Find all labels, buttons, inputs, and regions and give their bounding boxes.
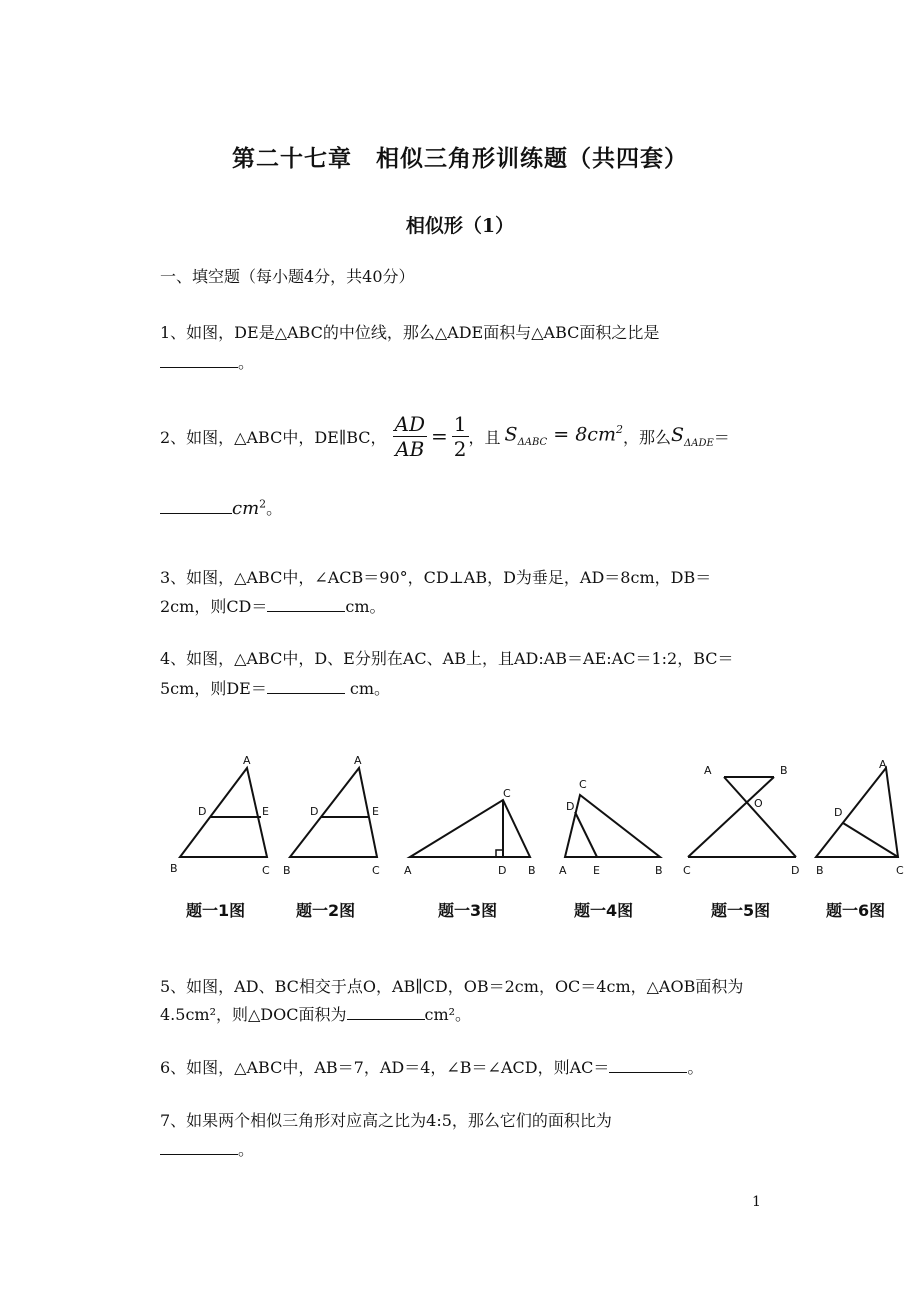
fig4-point-c: C — [579, 778, 587, 791]
figure-6-label: 题一6图 — [826, 901, 886, 920]
fig6-point-a: A — [879, 758, 887, 771]
ratio-fraction: $\frac{AD}{AB}$ — [394, 411, 426, 461]
question-3-line2: 2cm，则CD＝ cm。 — [160, 597, 386, 616]
fig5-point-a: A — [704, 764, 712, 777]
question-3-line1: 3、如图，△ABC中，∠ACB＝90°，CD⊥AB，D为垂足，AD＝8cm，DB＝ — [160, 568, 712, 587]
fig6-triangle — [816, 768, 898, 857]
area-ade-formula: $S_{\Delta ADE}$ — [670, 423, 714, 449]
fig3-point-a: A — [404, 864, 412, 877]
fig5-point-d: D — [791, 864, 800, 877]
fig2-point-a: A — [354, 754, 362, 767]
fig4-point-a: A — [559, 864, 567, 877]
answer-blank[interactable] — [347, 1005, 425, 1020]
fig2-point-b: B — [283, 864, 291, 877]
fig6-point-c: C — [896, 864, 904, 877]
figure-5-label: 题一5图 — [711, 901, 771, 920]
fig4-point-e: E — [593, 864, 600, 877]
area-abc-formula: $S_{\Delta ABC} = 8cm^2$ — [504, 423, 623, 449]
fig5-point-b: B — [780, 764, 788, 777]
fig4-point-b: B — [655, 864, 663, 877]
figure-2-label: 题一2图 — [296, 901, 356, 920]
question-6: 6、如图，△ABC中，AB＝7，AD＝4，∠B＝∠ACD，则AC＝ 。 — [160, 1058, 704, 1077]
fig5-point-o: O — [754, 797, 763, 810]
fig3-point-c: C — [503, 787, 511, 800]
question-7-line2: 。 — [160, 1137, 254, 1160]
answer-blank[interactable] — [609, 1058, 687, 1073]
answer-blank[interactable] — [160, 499, 232, 514]
page-title: 第二十七章 相似三角形训练题（共四套） — [232, 145, 688, 172]
question-5-line2: 4.5cm²，则△DOC面积为 cm²。 — [160, 1005, 472, 1024]
fig5-point-c: C — [683, 864, 691, 877]
fig1-point-c: C — [262, 864, 270, 877]
answer-blank[interactable] — [267, 597, 345, 612]
question-7-line1: 7、如果两个相似三角形对应高之比为4:5，那么它们的面积比为 — [160, 1111, 612, 1130]
half-fraction: $\frac{1}{2}$ — [453, 411, 467, 461]
fig1-point-d: D — [198, 805, 207, 818]
fig3-right-angle-mark — [496, 850, 503, 857]
question-4-line1: 4、如图，△ABC中，D、E分别在AC、AB上，且AD:AB＝AE:AC＝1:2，BC＝ — [160, 649, 734, 668]
figures-strip — [0, 740, 920, 890]
question-2-line2: $cm^2$。 — [160, 496, 282, 519]
fig1-triangle — [180, 768, 267, 857]
answer-blank[interactable] — [160, 1140, 238, 1155]
figure-1-label: 题一1图 — [186, 901, 246, 920]
answer-blank[interactable] — [267, 679, 345, 694]
fig6-point-b: B — [816, 864, 824, 877]
figure-3-label: 题一3图 — [438, 901, 498, 920]
question-1-line1: 1、如图，DE是△ABC的中位线，那么△ADE面积与△ABC面积之比是 — [160, 323, 660, 342]
fig3-triangle — [410, 800, 530, 857]
fig4-triangle — [565, 795, 660, 857]
answer-blank[interactable] — [160, 353, 238, 368]
fig3-point-d: D — [498, 864, 507, 877]
section-subtitle: 相似形（1） — [405, 215, 515, 237]
fig2-point-c: C — [372, 864, 380, 877]
section-heading: 一、填空题（每小题4分，共40分） — [160, 267, 415, 286]
fig4-segment-de — [575, 812, 597, 857]
fig6-segment-cd — [843, 823, 898, 857]
fig3-point-b: B — [528, 864, 536, 877]
fig6-point-d: D — [834, 806, 843, 819]
fig2-triangle — [290, 768, 377, 857]
fig2-point-e: E — [372, 805, 379, 818]
figure-4-label: 题一4图 — [574, 901, 634, 920]
page-number: 1 — [752, 1194, 761, 1210]
fig1-point-e: E — [262, 805, 269, 818]
question-5-line1: 5、如图，AD、BC相交于点O，AB∥CD，OB＝2cm，OC＝4cm，△AOB面积为 — [160, 977, 744, 996]
question-2-line1: 2、如图，△ABC中，DE∥BC， $\frac{AD}{AB}$ = $\frac{1}{2}$ ，且 $S_{\Delta ABC} = 8cm^2$ ，那么 $S_{\Delta ADE}$ ＝ — [160, 411, 730, 461]
question-1-line2: 。 — [160, 350, 254, 373]
fig1-point-b: B — [170, 862, 178, 875]
fig2-point-d: D — [310, 805, 319, 818]
question-4-line2: 5cm，则DE＝ cm。 — [160, 679, 391, 698]
fig4-point-d: D — [566, 800, 575, 813]
fig1-point-a: A — [243, 754, 251, 767]
